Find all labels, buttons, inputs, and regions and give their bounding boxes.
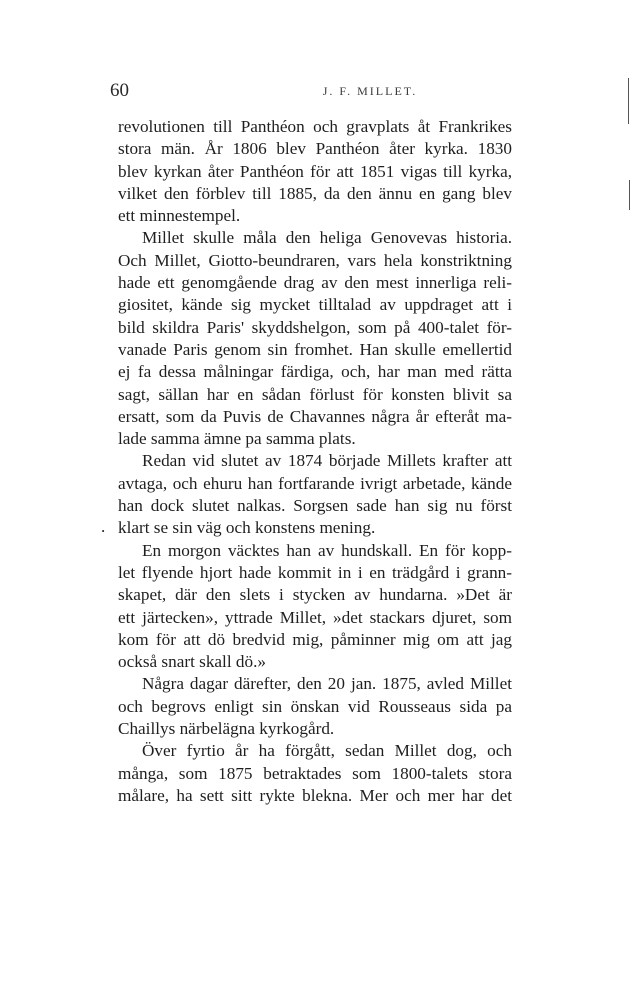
body-text <box>118 116 512 807</box>
text-line: ersatt, som da Puvis de Chavannes några år efteråt ma- <box>118 406 512 426</box>
text-line: kom för att dö bredvid mig, påminner mig om att jag <box>118 629 512 649</box>
page-number: 60 <box>110 80 129 101</box>
text-line: let flyende hjort hade kommit in i en trädgård i grann- <box>118 562 512 582</box>
text-line: revolutionen till Panthéon och gravplats åt Frankrikes <box>118 117 512 136</box>
text-line: målare, ha sett sitt rykte blekna. Mer och mer har det <box>118 785 512 805</box>
text-line: En morgon väcktes han av hundskall. En för kopp- <box>142 540 512 560</box>
text-line: hade ett genomgående drag av den mest innerliga reli- <box>118 273 512 293</box>
text-line: sagt, sällan har en sådan förlust för konsten blivit sa <box>118 384 512 404</box>
text-line: han dock slutet nalkas. Sorgsen sade han sig nu först <box>118 496 512 516</box>
edge-mark <box>629 180 630 210</box>
text-line: ett järtecken», yttrade Millet, »det stackars djuret, som <box>118 607 512 627</box>
text-line: Över fyrtio år ha förgått, sedan Millet dog, och <box>142 741 512 761</box>
page-header <box>110 80 624 104</box>
text-line: ej fa dessa målningar färdiga, och, har man med rätta <box>118 362 512 382</box>
text-line: giositet, kände sig mycket tilltalad av uppdraget att i <box>118 295 512 315</box>
edge-mark <box>628 78 629 124</box>
text-line: lade samma ämne pa samma plats. <box>118 429 356 449</box>
text-line: Millet skulle måla den heliga Genovevas historia. <box>142 228 512 248</box>
text-line: skapet, där den slets i stycken av hundarna. »Det är <box>118 585 512 605</box>
text-line: och begrovs enligt sin önskan vid Rousseaus sida pa <box>118 696 512 716</box>
text-line: bild skildra Paris' skyddshelgon, som på 400-talet för- <box>118 317 512 337</box>
text-line: vilket den förblev till 1885, da den ännu en gang blev <box>118 183 512 203</box>
text-line: blev kyrkan åter Panthéon för att 1851 vigas till kyrka, <box>118 161 512 181</box>
text-line: Redan vid slutet av 1874 började Millets krafter att <box>142 451 512 471</box>
text-line: ett minnestempel. <box>118 206 241 226</box>
text-line: också snart skall dö.» <box>118 652 266 672</box>
text-line: Och Millet, Giotto-beundraren, vars hela konstriktning <box>118 250 512 270</box>
text-line: Chaillys närbelägna kyrkogård. <box>118 719 335 739</box>
margin-mark: . <box>101 517 106 536</box>
text-line: stora män. År 1806 blev Panthéon åter kyrka. 1830 <box>118 139 512 159</box>
text-line: vanade Paris genom sin fromhet. Han skulle emellertid <box>118 339 512 359</box>
running-head: J. F. MILLET. <box>322 84 418 98</box>
text-line: många, som 1875 betraktades som 1800-talets stora <box>118 763 512 783</box>
text-line: Några dagar därefter, den 20 jan. 1875, avled Millet <box>142 674 512 694</box>
text-line: klart se sin väg och konstens mening. <box>118 518 376 538</box>
text-line: avtaga, och ehuru han fortfarande ivrigt arbetade, kände <box>118 473 512 493</box>
